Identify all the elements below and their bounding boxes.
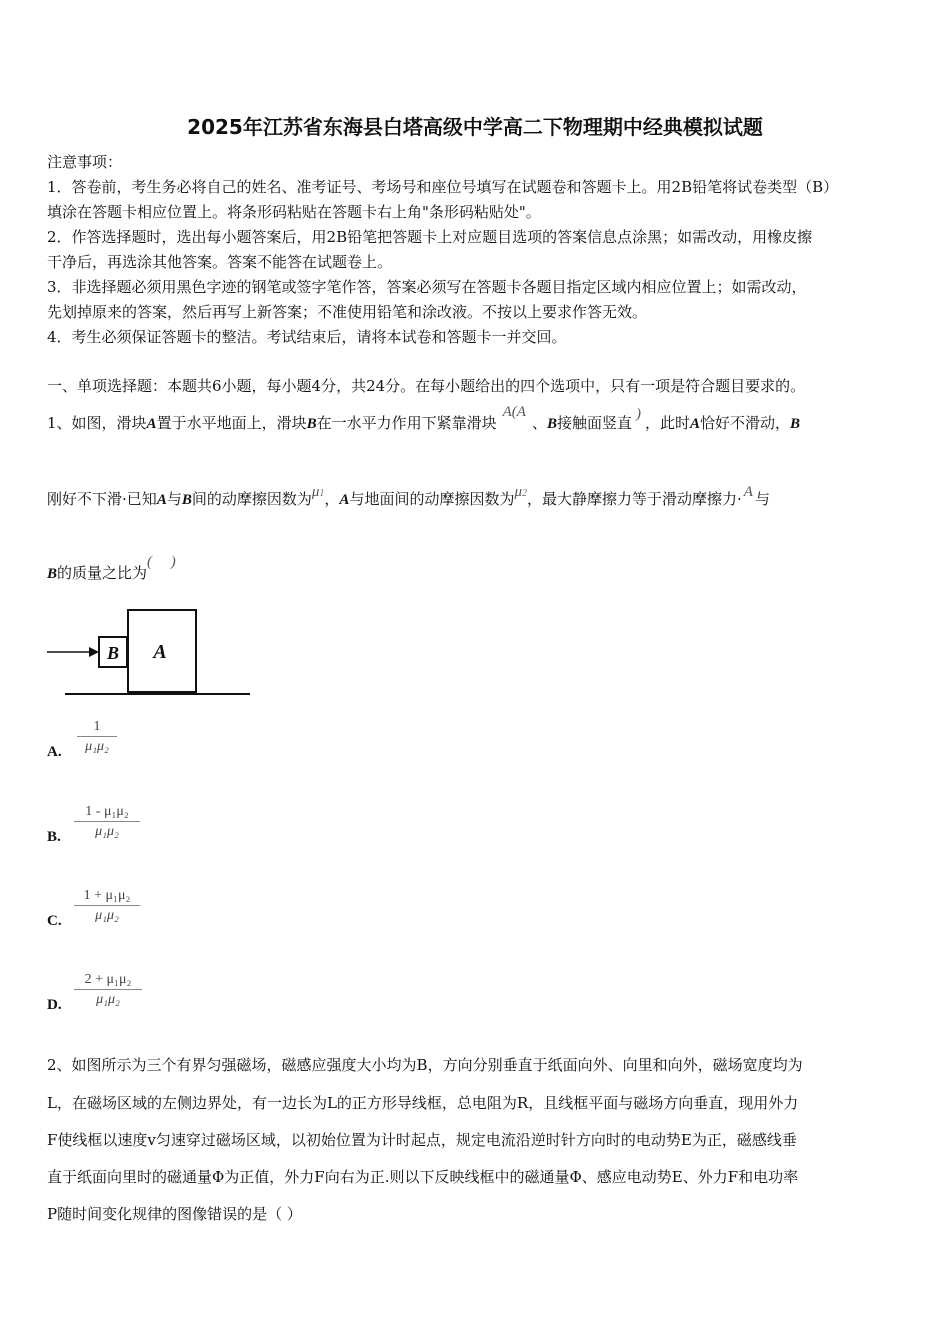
notice-line-5: 3．非选择题必须用黑色字迹的钢笔或签字笔作答，答案必须写在答题卡各题目指定区域内相应位置上；如需改动， — [47, 278, 807, 296]
mu-1-symbol: μ1 — [311, 484, 325, 500]
q1-text: 间的动摩擦因数为 — [191, 490, 312, 508]
q1-text: 、 — [531, 414, 547, 432]
var-b: B — [306, 416, 317, 432]
option-c-numerator: 1 + μ₁μ₂ — [74, 888, 140, 906]
var-b: B — [181, 492, 192, 508]
option-b-denominator: μ₁μ₂ — [95, 824, 119, 839]
q1-text: ，此时 — [644, 414, 690, 432]
q2-line-1: 2、如图所示为三个有界匀强磁场，磁感应强度大小均为B，方向分别垂直于纸面向外、向里和向外，磁场宽度均为 — [47, 1056, 803, 1074]
q1-text: 与地面间的动摩擦因数为 — [349, 490, 515, 508]
var-a: A — [339, 492, 350, 508]
mu-2-symbol: μ2 — [514, 484, 527, 500]
option-b-fraction[interactable] — [74, 804, 140, 840]
option-c-fraction[interactable] — [74, 888, 140, 924]
q1-text: · — [122, 490, 127, 508]
option-c-letter[interactable]: C. — [47, 913, 62, 929]
page-title: 2025年江苏省东海县白塔高级中学高二下物理期中经典模拟试题 — [187, 115, 763, 139]
option-a-denominator: μ₁μ₂ — [85, 739, 109, 754]
q1-text: ， — [324, 490, 340, 508]
notice-line-2: 填涂在答题卡相应位置上。将条形码粘贴在答题卡右上角"条形码粘贴处"。 — [47, 203, 541, 221]
answer-paren: ( ) — [147, 554, 176, 570]
var-a: A — [690, 416, 701, 432]
math-fragment: A(A — [502, 404, 526, 420]
section-heading: 一、单项选择题：本题共6小题，每小题4分，共24分。在每小题给出的四个选项中，只有一项是符合题目要求的。 — [47, 377, 806, 395]
q1-text: 1、如图，滑块 — [47, 414, 147, 432]
q1-text: 刚好不下滑 — [47, 490, 123, 508]
option-d-letter[interactable]: D. — [47, 997, 62, 1013]
q2-line-5: P随时间变化规律的图像错误的是（ ） — [47, 1205, 302, 1223]
block-figure — [47, 607, 252, 699]
notice-line-6: 先划掉原来的答案，然后再写上新答案；不准使用铅笔和涂改液。不按以上要求作答无效。 — [47, 303, 648, 321]
q2-line-4: 直于纸面向里时的磁通量Φ为正值，外力F向右为正.则以下反映线框中的磁通量Φ、感应电动势E、外力F和电功率 — [47, 1168, 799, 1186]
q1-text: 恰好不滑动， — [700, 414, 791, 432]
q1-text: 的质量之比为 — [57, 564, 148, 582]
option-a-fraction[interactable] — [77, 719, 117, 755]
var-a: A — [156, 492, 167, 508]
var-b: B — [47, 566, 58, 582]
notice-line-3: 2．作答选择题时，选出每小题答案后，用2B铅笔把答题卡上对应题目选项的答案信息点涂黑；如需改动，用橡皮擦 — [47, 228, 813, 246]
notice-heading: 注意事项： — [47, 153, 123, 171]
q1-text: 与 — [166, 490, 182, 508]
q1-line-1 — [47, 404, 801, 434]
option-c-denominator: μ₁μ₂ — [95, 908, 119, 923]
q2-line-2: L，在磁场区域的左侧边界处，有一边长为L的正方形导线框，总电阻为R，且线框平面与磁场方向垂直，现用外力 — [47, 1094, 799, 1112]
option-a-numerator: 1 — [77, 719, 117, 737]
var-b: B — [790, 416, 801, 432]
notice-line-1: 1．答卷前，考生务必将自己的姓名、准考证号、考场号和座位号填写在试题卷和答题卡上。用2B铅笔将试卷类型（B） — [47, 178, 839, 196]
q1-text: · — [737, 490, 742, 508]
q1-text: 在一水平力作用下紧靠滑块 — [316, 414, 497, 432]
arrow-head-icon — [89, 647, 99, 657]
notice-line-7: 4．考生必须保证答题卡的整洁。考试结束后，请将本试卷和答题卡一并交回。 — [47, 328, 567, 346]
option-a-letter[interactable]: A. — [47, 744, 62, 760]
q1-text: ，最大静摩擦力等于滑动摩擦力 — [526, 490, 737, 508]
q1-text: 与 — [754, 490, 770, 508]
q1-line-3 — [47, 554, 176, 584]
option-d-numerator: 2 + μ₁μ₂ — [74, 972, 142, 990]
var-b: B — [546, 416, 557, 432]
var-a: A — [146, 416, 157, 432]
option-d-fraction[interactable] — [74, 972, 142, 1008]
q2-line-3: F使线框以速度v匀速穿过磁场区域，以初始位置为计时起点，规定电流沿逆时针方向时的电动势E为正，磁感线垂 — [47, 1131, 797, 1149]
notice-line-4: 干净后，再选涂其他答案。答案不能答在试题卷上。 — [47, 253, 393, 271]
option-b-numerator: 1 - μ₁μ₂ — [74, 804, 140, 822]
block-b-label: B — [106, 643, 120, 663]
var-a-math: A — [743, 484, 753, 500]
math-fragment: ) — [635, 406, 641, 422]
q1-text: 接触面竖直 — [556, 414, 632, 432]
option-b-letter[interactable]: B. — [47, 829, 61, 845]
q1-line-2 — [47, 484, 770, 512]
block-a-label: A — [153, 641, 167, 663]
option-d-denominator: μ₁μ₂ — [96, 992, 120, 1007]
q1-text: 置于水平地面上，滑块 — [156, 414, 307, 432]
q1-text: 已知 — [126, 490, 157, 508]
